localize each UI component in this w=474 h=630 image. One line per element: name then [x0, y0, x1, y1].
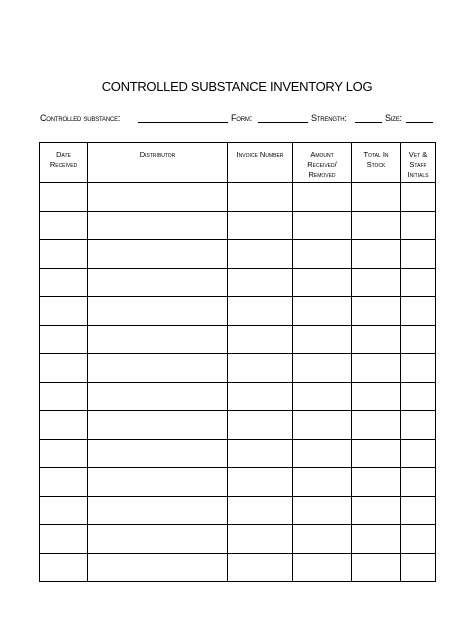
controlled-substance-label: Controlled substance:: [40, 113, 121, 123]
page-title: CONTROLLED SUBSTANCE INVENTORY LOG: [101, 79, 373, 94]
controlled-substance-field[interactable]: [138, 122, 228, 123]
cell-invoice-number[interactable]: [228, 268, 293, 297]
table-row: [40, 297, 436, 326]
cell-total-in-stock[interactable]: [352, 211, 401, 240]
cell-total-in-stock[interactable]: [352, 439, 401, 468]
cell-date-received[interactable]: [40, 468, 88, 497]
form-field[interactable]: [258, 122, 308, 123]
cell-total-in-stock[interactable]: [352, 411, 401, 440]
cell-distributor[interactable]: [88, 211, 228, 240]
cell-amount-received-removed[interactable]: [293, 240, 352, 269]
cell-amount-received-removed[interactable]: [293, 268, 352, 297]
column-header-date-received: Date Received: [40, 143, 88, 183]
cell-date-received[interactable]: [40, 553, 88, 582]
cell-invoice-number[interactable]: [228, 525, 293, 554]
cell-amount-received-removed[interactable]: [293, 553, 352, 582]
cell-amount-received-removed[interactable]: [293, 211, 352, 240]
cell-vet-staff-initials[interactable]: [401, 496, 436, 525]
cell-distributor[interactable]: [88, 496, 228, 525]
table-row: [40, 354, 436, 383]
cell-distributor[interactable]: [88, 297, 228, 326]
cell-invoice-number[interactable]: [228, 325, 293, 354]
cell-date-received[interactable]: [40, 240, 88, 269]
cell-total-in-stock[interactable]: [352, 183, 401, 212]
cell-vet-staff-initials[interactable]: [401, 325, 436, 354]
cell-date-received[interactable]: [40, 183, 88, 212]
cell-distributor[interactable]: [88, 439, 228, 468]
table-row: [40, 553, 436, 582]
cell-vet-staff-initials[interactable]: [401, 468, 436, 497]
table-row: [40, 325, 436, 354]
table-row: [40, 439, 436, 468]
cell-vet-staff-initials[interactable]: [401, 553, 436, 582]
strength-field[interactable]: [355, 122, 382, 123]
cell-invoice-number[interactable]: [228, 297, 293, 326]
cell-amount-received-removed[interactable]: [293, 411, 352, 440]
cell-vet-staff-initials[interactable]: [401, 525, 436, 554]
cell-amount-received-removed[interactable]: [293, 183, 352, 212]
cell-vet-staff-initials[interactable]: [401, 382, 436, 411]
cell-invoice-number[interactable]: [228, 211, 293, 240]
cell-amount-received-removed[interactable]: [293, 496, 352, 525]
cell-invoice-number[interactable]: [228, 240, 293, 269]
table-row: [40, 268, 436, 297]
cell-distributor[interactable]: [88, 240, 228, 269]
table-row: [40, 525, 436, 554]
size-field[interactable]: [406, 122, 433, 123]
cell-date-received[interactable]: [40, 525, 88, 554]
cell-distributor[interactable]: [88, 411, 228, 440]
cell-invoice-number[interactable]: [228, 183, 293, 212]
cell-date-received[interactable]: [40, 297, 88, 326]
cell-total-in-stock[interactable]: [352, 268, 401, 297]
header-fields: [40, 111, 435, 127]
cell-distributor[interactable]: [88, 382, 228, 411]
cell-amount-received-removed[interactable]: [293, 525, 352, 554]
table-row: [40, 183, 436, 212]
cell-distributor[interactable]: [88, 183, 228, 212]
cell-date-received[interactable]: [40, 382, 88, 411]
cell-vet-staff-initials[interactable]: [401, 268, 436, 297]
cell-invoice-number[interactable]: [228, 439, 293, 468]
cell-distributor[interactable]: [88, 553, 228, 582]
form-label: Form:: [231, 113, 252, 123]
cell-date-received[interactable]: [40, 439, 88, 468]
cell-distributor[interactable]: [88, 468, 228, 497]
cell-vet-staff-initials[interactable]: [401, 211, 436, 240]
cell-total-in-stock[interactable]: [352, 297, 401, 326]
cell-vet-staff-initials[interactable]: [401, 439, 436, 468]
cell-distributor[interactable]: [88, 354, 228, 383]
cell-total-in-stock[interactable]: [352, 525, 401, 554]
cell-invoice-number[interactable]: [228, 553, 293, 582]
cell-amount-received-removed[interactable]: [293, 354, 352, 383]
cell-amount-received-removed[interactable]: [293, 297, 352, 326]
cell-total-in-stock[interactable]: [352, 354, 401, 383]
cell-vet-staff-initials[interactable]: [401, 411, 436, 440]
inventory-log-table: [39, 142, 436, 582]
cell-distributor[interactable]: [88, 325, 228, 354]
cell-date-received[interactable]: [40, 268, 88, 297]
cell-total-in-stock[interactable]: [352, 382, 401, 411]
column-header-distributor: Distributor: [88, 143, 228, 183]
cell-total-in-stock[interactable]: [352, 553, 401, 582]
strength-label: Strength:: [311, 113, 347, 123]
cell-amount-received-removed[interactable]: [293, 439, 352, 468]
cell-total-in-stock[interactable]: [352, 496, 401, 525]
cell-invoice-number[interactable]: [228, 411, 293, 440]
column-header-invoice-number: Invoice Number: [228, 143, 293, 183]
cell-amount-received-removed[interactable]: [293, 468, 352, 497]
cell-amount-received-removed[interactable]: [293, 382, 352, 411]
cell-vet-staff-initials[interactable]: [401, 183, 436, 212]
cell-vet-staff-initials[interactable]: [401, 297, 436, 326]
column-header-amount-received-removed: Amount Received/ Removed: [293, 143, 352, 183]
size-label: Size:: [385, 113, 402, 123]
table-header-row: [40, 143, 436, 183]
column-header-total-in-stock: Total In Stock: [352, 143, 401, 183]
cell-invoice-number[interactable]: [228, 382, 293, 411]
cell-invoice-number[interactable]: [228, 354, 293, 383]
cell-date-received[interactable]: [40, 354, 88, 383]
cell-date-received[interactable]: [40, 211, 88, 240]
cell-amount-received-removed[interactable]: [293, 325, 352, 354]
table-body: [40, 183, 436, 582]
cell-vet-staff-initials[interactable]: [401, 354, 436, 383]
cell-total-in-stock[interactable]: [352, 468, 401, 497]
table-row: [40, 382, 436, 411]
table-row: [40, 240, 436, 269]
cell-invoice-number[interactable]: [228, 496, 293, 525]
cell-distributor[interactable]: [88, 525, 228, 554]
cell-distributor[interactable]: [88, 268, 228, 297]
cell-invoice-number[interactable]: [228, 468, 293, 497]
cell-date-received[interactable]: [40, 325, 88, 354]
table-row: [40, 496, 436, 525]
cell-date-received[interactable]: [40, 411, 88, 440]
cell-vet-staff-initials[interactable]: [401, 240, 436, 269]
cell-total-in-stock[interactable]: [352, 325, 401, 354]
table-row: [40, 468, 436, 497]
cell-total-in-stock[interactable]: [352, 240, 401, 269]
cell-date-received[interactable]: [40, 496, 88, 525]
column-header-vet-staff-initials: Vet & Staff Initials: [401, 143, 436, 183]
table-row: [40, 411, 436, 440]
table-row: [40, 211, 436, 240]
